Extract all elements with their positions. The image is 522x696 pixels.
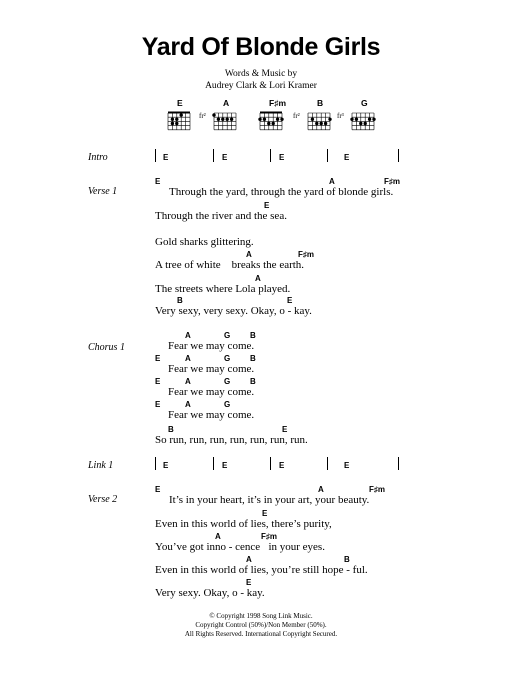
lyric-line: Gold sharks glittering.	[155, 236, 254, 248]
fret-label: fr³	[337, 112, 344, 120]
chord: E	[344, 153, 350, 162]
fret-label: fr²	[293, 112, 300, 120]
chord: E	[344, 461, 350, 470]
chord: A	[185, 354, 191, 363]
barline	[398, 149, 399, 162]
finger-dot	[221, 118, 224, 121]
chord: G	[224, 400, 231, 409]
finger-dot	[328, 118, 331, 121]
lyric-line: Even in this world of lies, there’s purity,	[155, 518, 332, 530]
lyric-line: Very sexy, very sexy. Okay, o - kay.	[155, 305, 312, 317]
finger-dot	[311, 118, 314, 121]
chord: A	[246, 250, 252, 259]
chord: E	[163, 153, 169, 162]
finger-dot	[359, 122, 362, 125]
lyric-line: The streets where Lola played.	[155, 283, 291, 295]
fretboard-grid	[212, 109, 240, 131]
finger-dot	[272, 122, 275, 125]
barline	[213, 457, 214, 470]
chord: B	[344, 555, 350, 564]
chord: F♯m	[261, 532, 277, 541]
chord: E	[246, 578, 252, 587]
lyric-line: Fear we may come.	[168, 363, 255, 375]
chord: G	[224, 354, 231, 363]
section-label-verse-1: Verse 1	[88, 186, 118, 197]
barline	[327, 149, 328, 162]
lyric-line: You’ve got inno - cence in your eyes.	[155, 541, 325, 553]
chord: E	[222, 461, 228, 470]
finger-dot	[226, 118, 229, 121]
chord: E	[264, 201, 270, 210]
chord: B	[177, 296, 183, 305]
chord: E	[155, 354, 161, 363]
finger-dot	[171, 118, 174, 121]
barline	[155, 149, 156, 162]
finger-dot	[364, 122, 367, 125]
chord: A	[318, 485, 324, 494]
finger-dot	[267, 122, 270, 125]
chord: F♯m	[369, 485, 385, 494]
chord-diagram-name: G	[361, 98, 368, 108]
finger-dot	[276, 118, 279, 121]
fretboard-grid	[306, 109, 334, 131]
chord-diagram-name: A	[223, 98, 230, 108]
chord: B	[168, 425, 174, 434]
credit-line-2: Audrey Clark & Lori Kramer	[205, 81, 317, 91]
chord: E	[155, 485, 161, 494]
chord-diagram-name: B	[317, 98, 324, 108]
finger-dot	[171, 122, 174, 125]
chord: E	[279, 153, 285, 162]
finger-dot	[258, 118, 261, 121]
finger-dot	[230, 118, 233, 121]
chord: A	[255, 274, 261, 283]
fretboard-grid	[258, 109, 286, 131]
lyric-line: It’s in your heart, it’s in your art, your beauty.	[169, 494, 370, 506]
barline	[155, 457, 156, 470]
finger-dot	[175, 118, 178, 121]
barline	[270, 149, 271, 162]
chord: E	[155, 177, 161, 186]
finger-dot	[217, 118, 220, 121]
section-label-link-1: Link 1	[88, 460, 114, 471]
chord: E	[163, 461, 169, 470]
finger-dot	[372, 118, 375, 121]
chord: E	[155, 400, 161, 409]
finger-dot	[212, 113, 215, 116]
barline	[398, 457, 399, 470]
chord: A	[215, 532, 221, 541]
chord: E	[262, 509, 268, 518]
finger-dot	[320, 122, 323, 125]
lyric-line: Even in this world of lies, you’re still hope - ful.	[155, 564, 368, 576]
chord: A	[185, 377, 191, 386]
copyright-line-3: All Rights Reserved. International Copyright Secured.	[184, 630, 338, 638]
fretboard-grid	[166, 109, 194, 131]
finger-dot	[180, 113, 183, 116]
finger-dot	[263, 118, 266, 121]
credit-line-1: Words & Music by	[224, 69, 298, 79]
finger-dot	[350, 118, 353, 121]
finger-dot	[315, 122, 318, 125]
song-title: Yard Of Blonde Girls	[141, 33, 381, 61]
section-label-intro: Intro	[88, 152, 108, 163]
chord: A	[185, 400, 191, 409]
chord: E	[279, 461, 285, 470]
finger-dot	[280, 118, 283, 121]
chord: E	[155, 377, 161, 386]
chord: A	[185, 331, 191, 340]
lyric-line: A tree of white breaks the earth.	[155, 259, 305, 271]
fret-label: fr²	[199, 112, 206, 120]
copyright-line-1: © Copyright 1998 Song Link Music.	[209, 612, 313, 620]
lyric-line: Through the river and the sea.	[155, 210, 287, 222]
finger-dot	[355, 118, 358, 121]
lyric-line: Fear we may come.	[168, 409, 255, 421]
chord: G	[224, 331, 231, 340]
lyric-line: Through the yard, through the yard of blonde girls.	[169, 186, 394, 198]
chord: E	[287, 296, 293, 305]
barline	[270, 457, 271, 470]
chord-diagram-name: E	[177, 98, 183, 108]
chord: F♯m	[384, 177, 400, 186]
lyric-line: Fear we may come.	[168, 386, 255, 398]
barline	[213, 149, 214, 162]
copyright-line-2: Copyright Control (50%)/Non Member (50%).	[195, 621, 327, 629]
lyric-line: So run, run, run, run, run, run, run.	[155, 434, 308, 446]
chord: B	[250, 377, 256, 386]
lyric-line: Fear we may come.	[168, 340, 255, 352]
finger-dot	[368, 118, 371, 121]
chord: G	[224, 377, 231, 386]
fretboard-grid	[350, 109, 378, 131]
barline	[327, 457, 328, 470]
chord: A	[329, 177, 335, 186]
chord-diagram-name: F♯m	[269, 98, 286, 108]
finger-dot	[175, 122, 178, 125]
chord: A	[246, 555, 252, 564]
chord: E	[282, 425, 288, 434]
chord: B	[250, 354, 256, 363]
finger-dot	[324, 122, 327, 125]
lyric-line: Very sexy. Okay, o - kay.	[155, 587, 265, 599]
section-label-verse-2: Verse 2	[88, 494, 118, 505]
chord: E	[222, 153, 228, 162]
chord: F♯m	[298, 250, 314, 259]
chord: B	[250, 331, 256, 340]
section-label-chorus-1: Chorus 1	[88, 342, 125, 353]
